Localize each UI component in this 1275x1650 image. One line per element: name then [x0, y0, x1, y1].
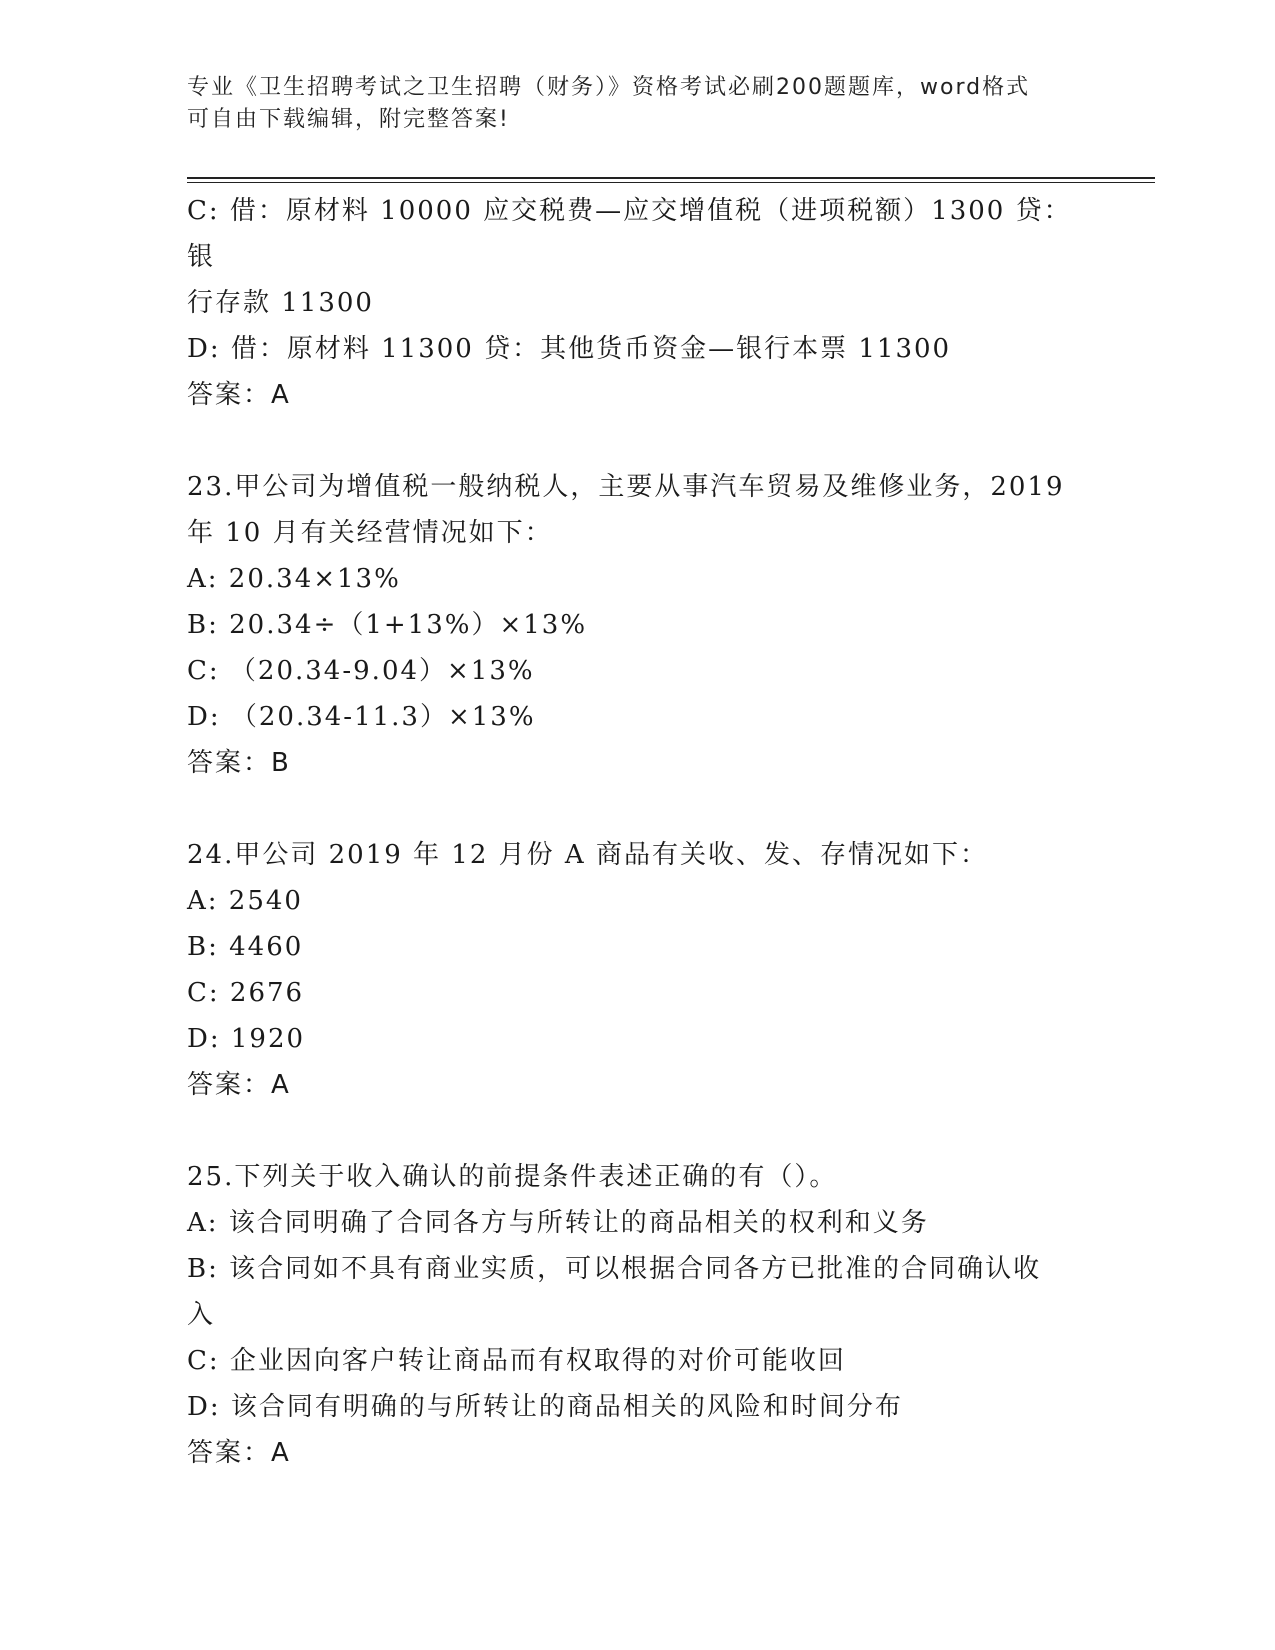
- option-c-continued: 行存款 11300: [187, 288, 374, 318]
- option-a: A: 该合同明确了合同各方与所转让的商品相关的权利和义务: [187, 1208, 929, 1238]
- option-b-continued: 入: [187, 1300, 216, 1330]
- option-a: A: 2540: [187, 886, 303, 916]
- option-c: C: 借：原材料 10000 应交税费—应交增值税（进项税额）1300 贷：银: [187, 196, 1072, 272]
- option-c: C: （20.34-9.04）×13%: [187, 656, 535, 686]
- option-d: D: 借：原材料 11300 贷：其他货币资金—银行本票 11300: [187, 334, 952, 364]
- answer-label: 答案：A: [187, 380, 291, 410]
- header-divider-thick: [187, 177, 1155, 179]
- question-stem: 25.下列关于收入确认的前提条件表述正确的有（）。: [187, 1162, 838, 1192]
- answer-label: 答案：B: [187, 748, 291, 778]
- spacer: [187, 418, 1087, 464]
- option-c: C: 2676: [187, 978, 305, 1008]
- option-b: B: 该合同如不具有商业实质，可以根据合同各方已批准的合同确认收: [187, 1254, 1042, 1284]
- spacer: [187, 1108, 1087, 1154]
- header-title-line1: 专业《卫生招聘考试之卫生招聘（财务）》资格考试必刷200题题库，word格式: [187, 75, 1031, 100]
- question-24: [187, 832, 1087, 1108]
- question-stem: 23.甲公司为增值税一般纳税人，主要从事汽车贸易及维修业务，2019: [187, 472, 1065, 502]
- answer-label: 答案：A: [187, 1070, 291, 1100]
- option-b: B: 4460: [187, 932, 304, 962]
- option-b: B: 20.34÷（1+13%）×13%: [187, 610, 588, 640]
- spacer: [187, 786, 1087, 832]
- option-c: C: 企业因向客户转让商品而有权取得的对价可能收回: [187, 1346, 846, 1376]
- question-content: [187, 188, 1087, 1476]
- question-stem-continued: 年 10 月有关经营情况如下：: [187, 518, 553, 548]
- question-22-tail: [187, 188, 1087, 418]
- question-23: [187, 464, 1087, 786]
- header-title-line2: 可自由下载编辑，附完整答案!: [187, 107, 510, 132]
- answer-label: 答案：A: [187, 1438, 291, 1468]
- option-a: A: 20.34×13%: [187, 564, 401, 594]
- question-stem: 24.甲公司 2019 年 12 月份 A 商品有关收、发、存情况如下：: [187, 840, 988, 870]
- page-header: [187, 72, 1087, 136]
- question-25: [187, 1154, 1087, 1476]
- option-d: D: 该合同有明确的与所转让的商品相关的风险和时间分布: [187, 1392, 903, 1422]
- header-divider-thin: [187, 182, 1155, 183]
- option-d: D: （20.34-11.3）×13%: [187, 702, 536, 732]
- option-d: D: 1920: [187, 1024, 306, 1054]
